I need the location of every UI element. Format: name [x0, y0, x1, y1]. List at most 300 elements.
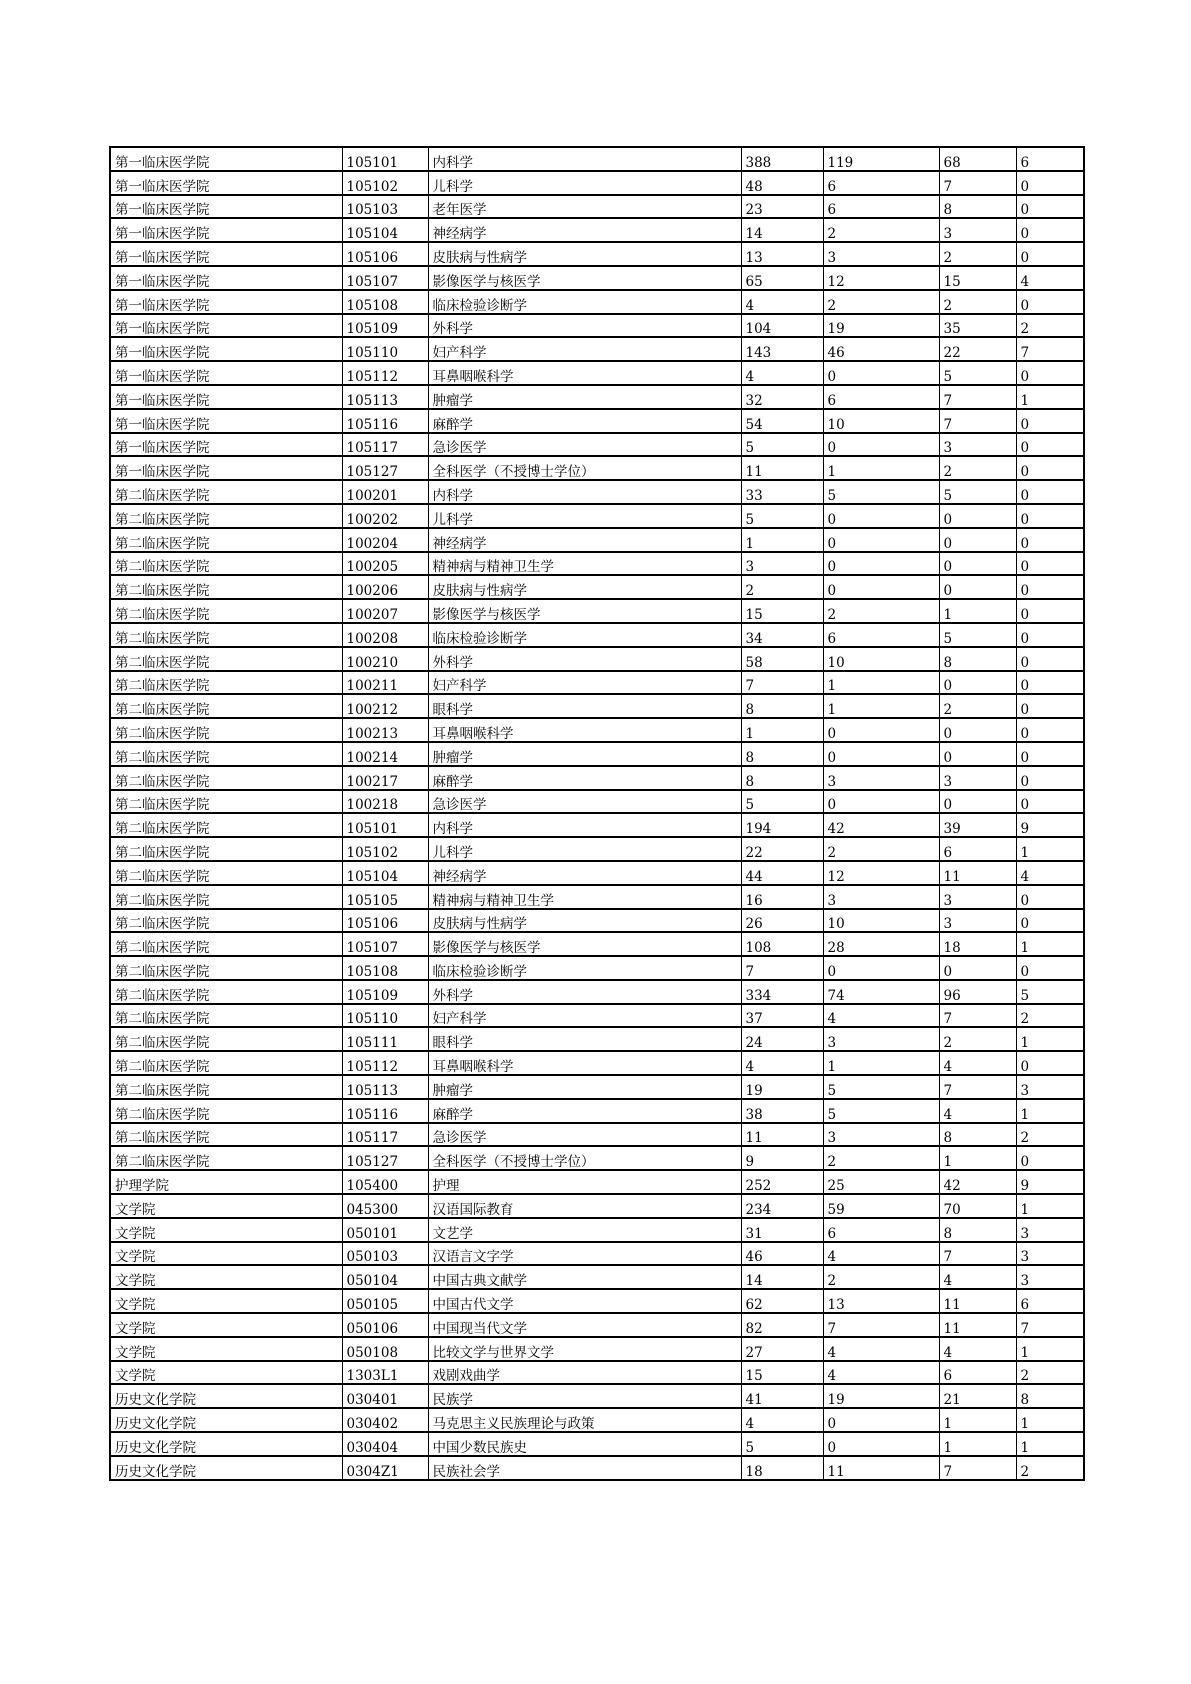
code-cell: 050104: [342, 1265, 428, 1289]
value-cell-c: 1: [939, 599, 1016, 623]
code-cell: 105117: [342, 433, 428, 457]
value-cell-b: 10: [823, 409, 939, 433]
major-cell: 儿科学: [428, 171, 741, 195]
major-cell: 民族社会学: [428, 1456, 741, 1480]
value-cell-a: 8: [741, 742, 823, 766]
value-cell-d: 6: [1016, 1289, 1084, 1313]
value-cell-d: 0: [1016, 671, 1084, 695]
college-cell: 第一临床医学院: [110, 290, 342, 314]
college-cell: 第二临床医学院: [110, 552, 342, 576]
major-cell: 内科学: [428, 813, 741, 837]
value-cell-c: 96: [939, 980, 1016, 1004]
value-cell-c: 7: [939, 171, 1016, 195]
value-cell-b: 1: [823, 456, 939, 480]
value-cell-c: 3: [939, 909, 1016, 933]
value-cell-a: 27: [741, 1337, 823, 1361]
college-cell: 文学院: [110, 1289, 342, 1313]
value-cell-c: 70: [939, 1194, 1016, 1218]
table-row: [110, 1146, 1084, 1170]
value-cell-a: 31: [741, 1218, 823, 1242]
value-cell-d: 0: [1016, 1146, 1084, 1170]
value-cell-b: 10: [823, 647, 939, 671]
value-cell-a: 5: [741, 504, 823, 528]
value-cell-b: 3: [823, 766, 939, 790]
major-cell: 影像医学与核医学: [428, 599, 741, 623]
value-cell-b: 6: [823, 623, 939, 647]
value-cell-b: 0: [823, 1408, 939, 1432]
value-cell-a: 7: [741, 671, 823, 695]
value-cell-d: 0: [1016, 766, 1084, 790]
table-row: [110, 385, 1084, 409]
value-cell-a: 334: [741, 980, 823, 1004]
major-cell: 精神病与精神卫生学: [428, 552, 741, 576]
code-cell: 030402: [342, 1408, 428, 1432]
value-cell-b: 6: [823, 195, 939, 219]
value-cell-b: 3: [823, 885, 939, 909]
table-row: [110, 1265, 1084, 1289]
value-cell-a: 4: [741, 1051, 823, 1075]
value-cell-d: 1: [1016, 385, 1084, 409]
value-cell-d: 2: [1016, 1004, 1084, 1028]
code-cell: 1303L1: [342, 1361, 428, 1385]
value-cell-d: 6: [1016, 147, 1084, 171]
value-cell-c: 2: [939, 242, 1016, 266]
college-cell: 文学院: [110, 1218, 342, 1242]
value-cell-b: 0: [823, 552, 939, 576]
code-cell: 105112: [342, 361, 428, 385]
table-row: [110, 1361, 1084, 1385]
college-cell: 第一临床医学院: [110, 314, 342, 338]
code-cell: 100206: [342, 575, 428, 599]
code-cell: 105127: [342, 456, 428, 480]
value-cell-c: 2: [939, 290, 1016, 314]
value-cell-b: 6: [823, 171, 939, 195]
value-cell-a: 388: [741, 147, 823, 171]
table-row: [110, 504, 1084, 528]
value-cell-d: 0: [1016, 171, 1084, 195]
major-cell: 外科学: [428, 980, 741, 1004]
major-cell: 耳鼻咽喉科学: [428, 361, 741, 385]
major-cell: 神经病学: [428, 218, 741, 242]
value-cell-c: 11: [939, 861, 1016, 885]
document-table-container: [109, 146, 1083, 1481]
major-cell: 妇产科学: [428, 1004, 741, 1028]
value-cell-b: 74: [823, 980, 939, 1004]
college-cell: 文学院: [110, 1313, 342, 1337]
table-row: [110, 1289, 1084, 1313]
college-cell: 第二临床医学院: [110, 861, 342, 885]
major-cell: 护理: [428, 1170, 741, 1194]
table-row: [110, 147, 1084, 171]
college-cell: 护理学院: [110, 1170, 342, 1194]
value-cell-b: 3: [823, 242, 939, 266]
table-row: [110, 1170, 1084, 1194]
value-cell-b: 59: [823, 1194, 939, 1218]
value-cell-b: 5: [823, 480, 939, 504]
table-body: [110, 147, 1084, 1480]
major-cell: 民族学: [428, 1384, 741, 1408]
college-cell: 第二临床医学院: [110, 480, 342, 504]
value-cell-d: 0: [1016, 1051, 1084, 1075]
code-cell: 105106: [342, 909, 428, 933]
value-cell-c: 4: [939, 1265, 1016, 1289]
code-cell: 105113: [342, 385, 428, 409]
college-cell: 历史文化学院: [110, 1384, 342, 1408]
value-cell-c: 18: [939, 932, 1016, 956]
value-cell-a: 65: [741, 266, 823, 290]
value-cell-d: 8: [1016, 1384, 1084, 1408]
major-cell: 内科学: [428, 147, 741, 171]
code-cell: 050101: [342, 1218, 428, 1242]
major-cell: 皮肤病与性病学: [428, 909, 741, 933]
code-cell: 050106: [342, 1313, 428, 1337]
value-cell-a: 3: [741, 552, 823, 576]
value-cell-d: 0: [1016, 528, 1084, 552]
major-cell: 汉语言文字学: [428, 1242, 741, 1266]
value-cell-b: 3: [823, 1123, 939, 1147]
value-cell-a: 44: [741, 861, 823, 885]
college-cell: 第一临床医学院: [110, 147, 342, 171]
value-cell-d: 5: [1016, 980, 1084, 1004]
value-cell-d: 0: [1016, 433, 1084, 457]
major-cell: 耳鼻咽喉科学: [428, 1051, 741, 1075]
value-cell-b: 0: [823, 956, 939, 980]
value-cell-a: 1: [741, 718, 823, 742]
value-cell-a: 14: [741, 1265, 823, 1289]
college-cell: 第二临床医学院: [110, 932, 342, 956]
value-cell-b: 119: [823, 147, 939, 171]
value-cell-a: 9: [741, 1146, 823, 1170]
value-cell-d: 1: [1016, 932, 1084, 956]
value-cell-b: 5: [823, 1075, 939, 1099]
major-cell: 临床检验诊断学: [428, 623, 741, 647]
value-cell-d: 9: [1016, 1170, 1084, 1194]
value-cell-b: 6: [823, 385, 939, 409]
table-row: [110, 480, 1084, 504]
value-cell-c: 11: [939, 1289, 1016, 1313]
value-cell-a: 62: [741, 1289, 823, 1313]
table-row: [110, 1027, 1084, 1051]
table-row: [110, 242, 1084, 266]
value-cell-a: 24: [741, 1027, 823, 1051]
value-cell-c: 5: [939, 361, 1016, 385]
college-cell: 第二临床医学院: [110, 1004, 342, 1028]
code-cell: 105111: [342, 1027, 428, 1051]
value-cell-a: 234: [741, 1194, 823, 1218]
value-cell-c: 7: [939, 1456, 1016, 1480]
value-cell-d: 0: [1016, 480, 1084, 504]
college-cell: 文学院: [110, 1337, 342, 1361]
value-cell-c: 68: [939, 147, 1016, 171]
code-cell: 100207: [342, 599, 428, 623]
code-cell: 105116: [342, 409, 428, 433]
code-cell: 105104: [342, 861, 428, 885]
value-cell-a: 41: [741, 1384, 823, 1408]
value-cell-a: 54: [741, 409, 823, 433]
college-cell: 第二临床医学院: [110, 504, 342, 528]
value-cell-d: 0: [1016, 361, 1084, 385]
major-cell: 儿科学: [428, 504, 741, 528]
value-cell-b: 42: [823, 813, 939, 837]
value-cell-b: 2: [823, 290, 939, 314]
code-cell: 105110: [342, 1004, 428, 1028]
major-cell: 影像医学与核医学: [428, 266, 741, 290]
table-row: [110, 361, 1084, 385]
code-cell: 0304Z1: [342, 1456, 428, 1480]
value-cell-c: 2: [939, 456, 1016, 480]
value-cell-b: 5: [823, 1099, 939, 1123]
college-cell: 第二临床医学院: [110, 1027, 342, 1051]
value-cell-b: 4: [823, 1242, 939, 1266]
code-cell: 105102: [342, 837, 428, 861]
value-cell-b: 0: [823, 742, 939, 766]
major-cell: 妇产科学: [428, 337, 741, 361]
college-cell: 历史文化学院: [110, 1408, 342, 1432]
major-cell: 儿科学: [428, 837, 741, 861]
college-cell: 第一临床医学院: [110, 242, 342, 266]
value-cell-a: 15: [741, 599, 823, 623]
value-cell-a: 8: [741, 694, 823, 718]
value-cell-a: 104: [741, 314, 823, 338]
code-cell: 105107: [342, 932, 428, 956]
value-cell-b: 6: [823, 1218, 939, 1242]
college-cell: 第二临床医学院: [110, 599, 342, 623]
code-cell: 100211: [342, 671, 428, 695]
college-cell: 第二临床医学院: [110, 790, 342, 814]
value-cell-c: 8: [939, 1123, 1016, 1147]
table-row: [110, 1384, 1084, 1408]
value-cell-a: 19: [741, 1075, 823, 1099]
table-row: [110, 266, 1084, 290]
value-cell-b: 2: [823, 1265, 939, 1289]
major-cell: 临床检验诊断学: [428, 956, 741, 980]
code-cell: 105106: [342, 242, 428, 266]
value-cell-b: 4: [823, 1361, 939, 1385]
code-cell: 105101: [342, 147, 428, 171]
value-cell-b: 0: [823, 790, 939, 814]
value-cell-d: 0: [1016, 885, 1084, 909]
table-row: [110, 456, 1084, 480]
value-cell-b: 10: [823, 909, 939, 933]
value-cell-b: 19: [823, 1384, 939, 1408]
code-cell: 100217: [342, 766, 428, 790]
value-cell-d: 0: [1016, 242, 1084, 266]
college-cell: 文学院: [110, 1265, 342, 1289]
value-cell-a: 4: [741, 290, 823, 314]
value-cell-c: 21: [939, 1384, 1016, 1408]
code-cell: 105107: [342, 266, 428, 290]
value-cell-c: 0: [939, 528, 1016, 552]
major-cell: 肿瘤学: [428, 385, 741, 409]
value-cell-a: 5: [741, 790, 823, 814]
value-cell-d: 0: [1016, 195, 1084, 219]
college-cell: 第二临床医学院: [110, 623, 342, 647]
value-cell-c: 7: [939, 1004, 1016, 1028]
value-cell-b: 2: [823, 599, 939, 623]
value-cell-a: 7: [741, 956, 823, 980]
table-row: [110, 671, 1084, 695]
major-cell: 全科医学（不授博士学位）: [428, 456, 741, 480]
value-cell-b: 12: [823, 266, 939, 290]
college-cell: 第一临床医学院: [110, 361, 342, 385]
value-cell-b: 12: [823, 861, 939, 885]
value-cell-a: 13: [741, 242, 823, 266]
table-row: [110, 552, 1084, 576]
value-cell-d: 7: [1016, 1313, 1084, 1337]
college-cell: 文学院: [110, 1361, 342, 1385]
value-cell-d: 1: [1016, 1337, 1084, 1361]
college-cell: 第一临床医学院: [110, 456, 342, 480]
major-cell: 外科学: [428, 314, 741, 338]
major-cell: 眼科学: [428, 694, 741, 718]
value-cell-c: 0: [939, 718, 1016, 742]
value-cell-b: 0: [823, 718, 939, 742]
major-cell: 中国古代文学: [428, 1289, 741, 1313]
college-cell: 第二临床医学院: [110, 718, 342, 742]
college-cell: 第二临床医学院: [110, 1051, 342, 1075]
value-cell-d: 4: [1016, 861, 1084, 885]
value-cell-d: 7: [1016, 337, 1084, 361]
college-cell: 第二临床医学院: [110, 1075, 342, 1099]
table-row: [110, 1051, 1084, 1075]
value-cell-c: 4: [939, 1337, 1016, 1361]
value-cell-d: 0: [1016, 290, 1084, 314]
value-cell-a: 14: [741, 218, 823, 242]
value-cell-a: 48: [741, 171, 823, 195]
code-cell: 100218: [342, 790, 428, 814]
value-cell-c: 7: [939, 1242, 1016, 1266]
code-cell: 100210: [342, 647, 428, 671]
code-cell: 030401: [342, 1384, 428, 1408]
code-cell: 100208: [342, 623, 428, 647]
value-cell-b: 1: [823, 1051, 939, 1075]
value-cell-d: 0: [1016, 742, 1084, 766]
college-cell: 第二临床医学院: [110, 837, 342, 861]
college-cell: 第一临床医学院: [110, 433, 342, 457]
table-row: [110, 1456, 1084, 1480]
table-row: [110, 623, 1084, 647]
table-row: [110, 766, 1084, 790]
value-cell-b: 0: [823, 361, 939, 385]
value-cell-c: 5: [939, 623, 1016, 647]
value-cell-a: 4: [741, 1408, 823, 1432]
value-cell-c: 7: [939, 409, 1016, 433]
major-cell: 外科学: [428, 647, 741, 671]
major-cell: 急诊医学: [428, 1123, 741, 1147]
code-cell: 050103: [342, 1242, 428, 1266]
code-cell: 105400: [342, 1170, 428, 1194]
value-cell-a: 194: [741, 813, 823, 837]
value-cell-b: 0: [823, 1432, 939, 1456]
value-cell-a: 108: [741, 932, 823, 956]
value-cell-c: 7: [939, 385, 1016, 409]
college-cell: 第二临床医学院: [110, 671, 342, 695]
table-row: [110, 195, 1084, 219]
code-cell: 050105: [342, 1289, 428, 1313]
value-cell-c: 6: [939, 1361, 1016, 1385]
value-cell-c: 3: [939, 433, 1016, 457]
value-cell-c: 0: [939, 671, 1016, 695]
value-cell-c: 3: [939, 218, 1016, 242]
code-cell: 105110: [342, 337, 428, 361]
value-cell-c: 2: [939, 1027, 1016, 1051]
value-cell-b: 19: [823, 314, 939, 338]
value-cell-a: 5: [741, 1432, 823, 1456]
table-row: [110, 1194, 1084, 1218]
value-cell-a: 2: [741, 575, 823, 599]
value-cell-d: 9: [1016, 813, 1084, 837]
value-cell-c: 11: [939, 1313, 1016, 1337]
value-cell-b: 7: [823, 1313, 939, 1337]
value-cell-c: 0: [939, 552, 1016, 576]
code-cell: 100212: [342, 694, 428, 718]
table-row: [110, 885, 1084, 909]
college-cell: 第一临床医学院: [110, 266, 342, 290]
value-cell-a: 82: [741, 1313, 823, 1337]
code-cell: 100205: [342, 552, 428, 576]
table-row: [110, 171, 1084, 195]
table-row: [110, 956, 1084, 980]
table-row: [110, 790, 1084, 814]
college-cell: 历史文化学院: [110, 1456, 342, 1480]
code-cell: 105104: [342, 218, 428, 242]
code-cell: 100213: [342, 718, 428, 742]
value-cell-b: 1: [823, 694, 939, 718]
value-cell-b: 4: [823, 1337, 939, 1361]
major-cell: 中国古典文献学: [428, 1265, 741, 1289]
table-row: [110, 837, 1084, 861]
college-cell: 第一临床医学院: [110, 385, 342, 409]
value-cell-b: 1: [823, 671, 939, 695]
value-cell-d: 2: [1016, 314, 1084, 338]
major-cell: 急诊医学: [428, 433, 741, 457]
value-cell-b: 2: [823, 837, 939, 861]
college-cell: 第二临床医学院: [110, 1123, 342, 1147]
value-cell-b: 2: [823, 218, 939, 242]
table-row: [110, 718, 1084, 742]
value-cell-c: 0: [939, 956, 1016, 980]
college-cell: 第二临床医学院: [110, 1099, 342, 1123]
college-cell: 第二临床医学院: [110, 956, 342, 980]
college-cell: 第二临床医学院: [110, 813, 342, 837]
table-row: [110, 932, 1084, 956]
value-cell-a: 37: [741, 1004, 823, 1028]
major-cell: 戏剧戏曲学: [428, 1361, 741, 1385]
code-cell: 105116: [342, 1099, 428, 1123]
table-row: [110, 909, 1084, 933]
table-row: [110, 409, 1084, 433]
value-cell-b: 0: [823, 433, 939, 457]
value-cell-c: 7: [939, 1075, 1016, 1099]
code-cell: 105127: [342, 1146, 428, 1170]
table-row: [110, 1099, 1084, 1123]
college-cell: 第一临床医学院: [110, 195, 342, 219]
table-row: [110, 528, 1084, 552]
value-cell-b: 13: [823, 1289, 939, 1313]
value-cell-b: 25: [823, 1170, 939, 1194]
value-cell-d: 0: [1016, 718, 1084, 742]
value-cell-d: 0: [1016, 623, 1084, 647]
value-cell-d: 0: [1016, 956, 1084, 980]
value-cell-c: 4: [939, 1051, 1016, 1075]
major-cell: 全科医学（不授博士学位）: [428, 1146, 741, 1170]
value-cell-d: 1: [1016, 837, 1084, 861]
value-cell-c: 15: [939, 266, 1016, 290]
code-cell: 105117: [342, 1123, 428, 1147]
value-cell-d: 3: [1016, 1242, 1084, 1266]
major-cell: 神经病学: [428, 528, 741, 552]
major-cell: 比较文学与世界文学: [428, 1337, 741, 1361]
